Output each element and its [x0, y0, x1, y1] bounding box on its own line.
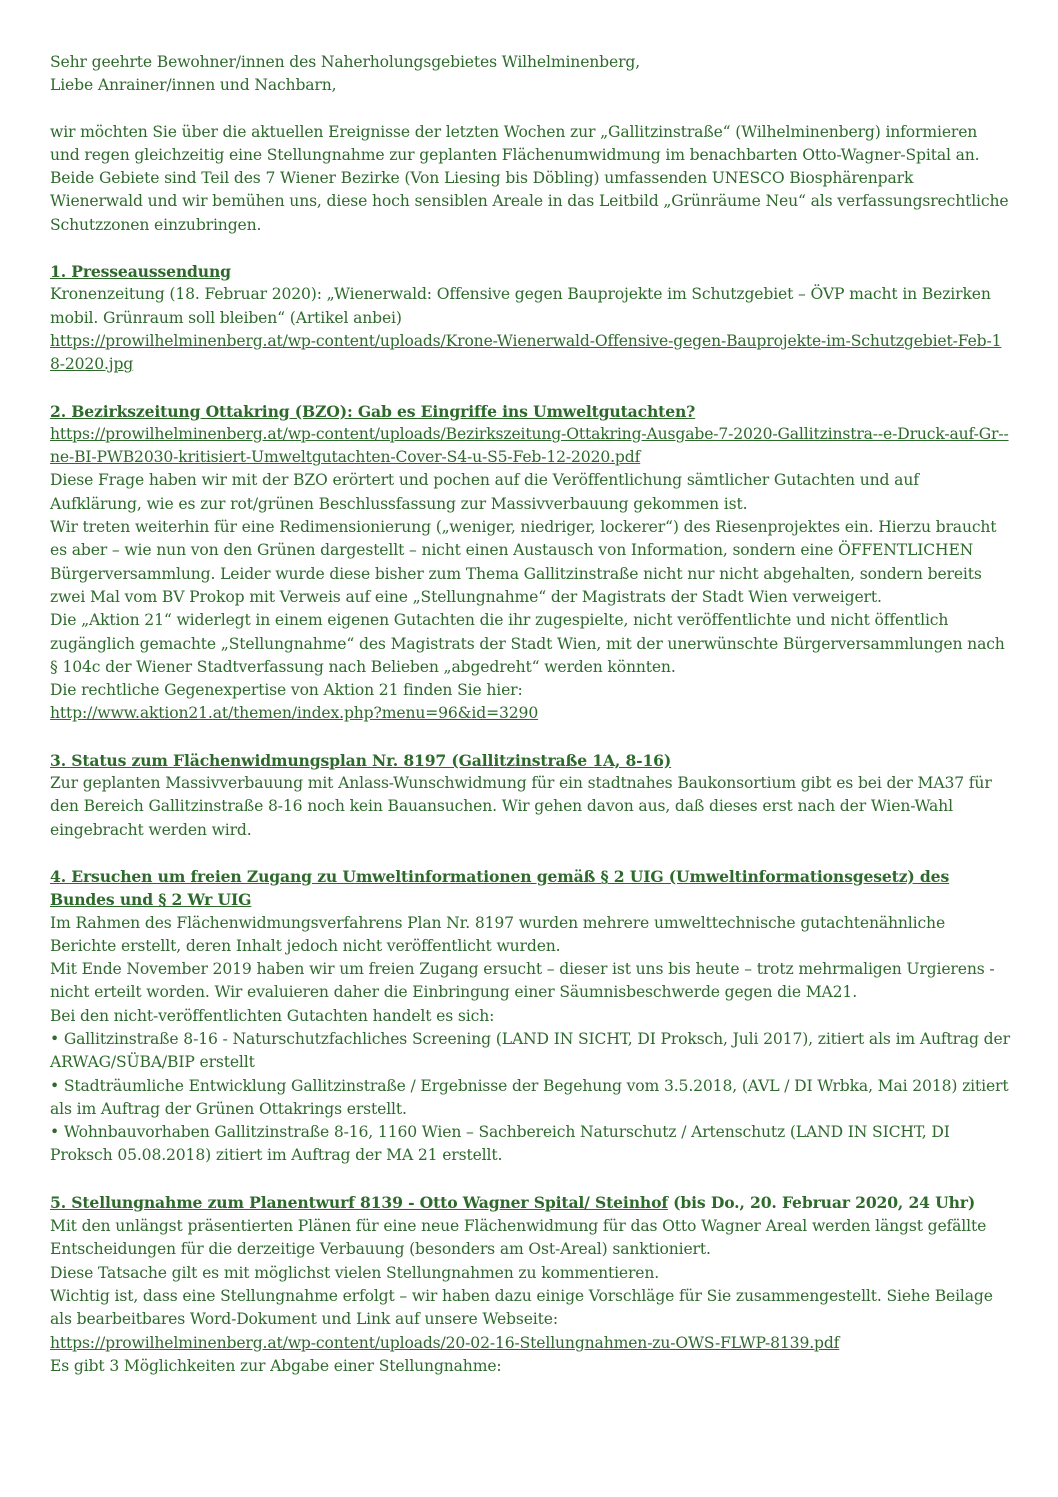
section-5-heading: 5. Stellungnahme zum Planentwurf 8139 - Otto Wagner Spital/ Steinhof	[50, 1192, 668, 1212]
report-list-item: • Wohnbauvorhaben Gallitzinstraße 8-16, 1160 Wien – Sachbereich Naturschutz / Artenschutz (LAND IN SICHT, DI Proksch 05.08.2018) zitiert im Auftrag der MA 21 erstellt.	[50, 1123, 950, 1165]
report-list-item: • Gallitzinstraße 8-16 - Naturschutzfachliches Screening (LAND IN SICHT, DI Proksch, Juli 2017), zitiert als im Auftrag der ARWAG/SÜBA/BIP erstellt	[50, 1029, 1010, 1072]
letter-body	[50, 51, 1010, 1378]
intro-paragraph: wir möchten Sie über die aktuellen Ereignisse der letzten Wochen zur „Gallitzinstraße“ (Wilhelminenberg) informieren und regen gleichzeitig eine Stellungnahme zur geplanten Flächenumwidmung im benachbarten Otto-Wagner-Spital an. Beide Gebiete sind Teil des 7 Wiener Bezirke (Von Liesing bis Döbling) umfassenden UNESCO Biosphärenpark Wienerwald und wir bemühen uns, diese hoch sensiblen Areale in das Leitbild „Grünräume Neu“ als verfassungsrechtliche Schutzzonen einzubringen.	[50, 122, 1009, 234]
salutation-line-1: Sehr geehrte Bewohner/innen des Naherholungsgebietes Wilhelminenberg,	[50, 53, 641, 71]
stellungnahme-pdf-link[interactable]: https://prowilhelminenberg.at/wp-content/uploads/20-02-16-Stellungnahmen-zu-OWS-FLWP-8139.pdf	[50, 1333, 840, 1352]
bzo-article-link[interactable]: https://prowilhelminenberg.at/wp-content/uploads/Bezirkszeitung-Ottakring-Ausgabe-7-2020-Gallitzinstra--e-Druck-auf-Gr--ne-BI-PWB2030-kritisiert-Umweltgutachten-Cover-S4-u-S5-Feb-12-2020.pdf	[50, 424, 1009, 467]
aktion21-link[interactable]: http://www.aktion21.at/themen/index.php?menu=96&id=3290	[50, 704, 539, 723]
section-2-paragraph-1: Diese Frage haben wir mit der BZO erörtert und pochen auf die Veröffentlichung sämtlicher Gutachten und auf Aufklärung, wie es zur rot/grünen Beschlussfassung zur Massivverbauung gekommen ist.	[50, 471, 919, 513]
section-1-heading: 1. Presseaussendung	[50, 262, 231, 282]
section-5-heading-line	[50, 1191, 1010, 1215]
section-2-paragraph-4: Die rechtliche Gegenexpertise von Aktion 21 finden Sie hier:	[50, 681, 523, 700]
section-1-text: Kronenzeitung (18. Februar 2020): „Wienerwald: Offensive gegen Bauprojekte im Schutzgebiet – ÖVP macht in Bezirken mobil. Grünraum soll bleiben“ (Artikel anbei)	[50, 285, 991, 327]
section-3-heading: 3. Status zum Flächenwidmungsplan Nr. 8197 (Gallitzinstraße 1A, 8-16)	[50, 750, 672, 770]
report-list-item: • Stadträumliche Entwicklung Gallitzinstraße / Ergebnisse der Begehung vom 3.5.2018, (AVL / DI Wrbka, Mai 2018) zitiert als im Auftrag der Grünen Ottakrings erstellt.	[50, 1076, 1009, 1118]
section-5-paragraph-2: Diese Tatsache gilt es mit möglichst vielen Stellungnahmen zu kommentieren.	[50, 1263, 660, 1282]
salutation-line-2: Liebe Anrainer/innen und Nachbarn,	[50, 76, 337, 95]
section-5-paragraph-4: Es gibt 3 Möglichkeiten zur Abgabe einer Stellungnahme:	[50, 1356, 502, 1375]
section-2-heading: 2. Bezirkszeitung Ottakring (BZO): Gab es Eingriffe ins Umweltgutachten?	[50, 401, 696, 421]
section-2-paragraph-2: Wir treten weiterhin für eine Redimensionierung („weniger, niedriger, lockerer“) des Riesenprojektes ein. Hierzu braucht es aber – wie nun von den Grünen dargestellt – nicht einen Austausch von Information, sondern eine ÖFFENTLICHEN Bürgerversammlung. Leider wurde diese bisher zum Thema Gallitzinstraße nicht nur nicht abgehalten, sondern bereits zwei Mal vom BV Prokop mit Verweis auf eine „Stellungnahme“ der Magistrats der Stadt Wien verweigert.	[50, 518, 997, 606]
section-4-heading: 4. Ersuchen um freien Zugang zu Umweltinformationen gemäß § 2 UIG (Umweltinformationsgesetz) des Bundes und § 2 Wr UIG	[50, 866, 950, 910]
krone-article-link[interactable]: https://prowilhelminenberg.at/wp-content/uploads/Krone-Wienerwald-Offensive-gegen-Bauprojekte-im-Schutzgebiet-Feb-18-2020.jpg	[50, 331, 1002, 374]
section-2-paragraph-3: Die „Aktion 21“ widerlegt in einem eigenen Gutachten die ihr zugespielte, nicht veröffentlichte und nicht öffentlich zugänglich gemachte „Stellungnahme“ des Magistrats der Stadt Wien, mit der unerwünschte Bürgerversammlungen nach § 104c der Wiener Stadtverfassung nach Belieben „abgedreht“ werden könnten.	[50, 611, 1005, 676]
section-5-paragraph-3: Wichtig ist, dass eine Stellungnahme erfolgt – wir haben dazu einige Vorschläge für Sie zusammengestellt. Siehe Beilage als bearbeitbares Word-Dokument und Link auf unsere Webseite:	[50, 1286, 993, 1329]
section-3-text: Zur geplanten Massivverbauung mit Anlass-Wunschwidmung für ein stadtnahes Baukonsortium gibt es bei der MA37 für den Bereich Gallitzinstraße 8-16 noch kein Bauansuchen. Wir gehen davon aus, daß dieses erst nach der Wien-Wahl eingebracht werden wird.	[50, 774, 992, 839]
section-5-paragraph-1: Mit den unlängst präsentierten Plänen für eine neue Flächenwidmung für das Otto Wagner Areal werden längst gefällte Entscheidungen für die derzeitige Verbauung (besonders am Ost-Areal) sanktioniert.	[50, 1217, 987, 1259]
section-4-paragraph-3: Bei den nicht-veröffentlichten Gutachten handelt es sich:	[50, 1006, 495, 1025]
section-4-paragraph-2: Mit Ende November 2019 haben wir um freien Zugang ersucht – dieser ist uns bis heute – trotz mehrmaligen Urgierens - nicht erteilt worden. Wir evaluieren daher die Einbringung einer Säumnisbeschwerde gegen die MA21.	[50, 960, 995, 1002]
section-5-deadline: (bis Do., 20. Februar 2020, 24 Uhr)	[667, 1192, 976, 1212]
section-4-paragraph-1: Im Rahmen des Flächenwidmungsverfahrens Plan Nr. 8197 wurden mehrere umwelttechnische gutachtenähnliche Berichte erstellt, deren Inhalt jedoch nicht veröffentlicht wurden.	[50, 913, 946, 955]
